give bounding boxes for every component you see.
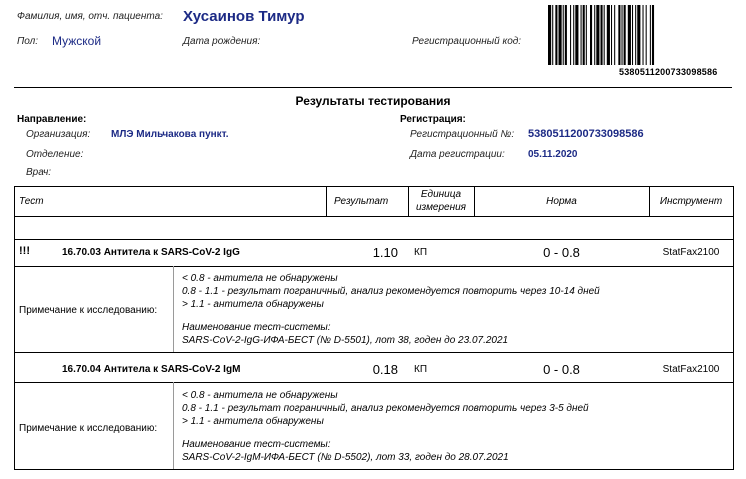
registration-heading: Регистрация: [400, 114, 466, 125]
note-divider [173, 266, 174, 352]
table-right-border [733, 186, 734, 470]
row-separator [14, 352, 733, 353]
test-name-igg: 16.70.03 Антитела к SARS-CoV-2 IgG [62, 247, 240, 258]
test-system-label: Наименование тест-системы: [182, 439, 331, 450]
patient-name: Хусаинов Тимур [183, 8, 305, 25]
doctor-label: Врач: [26, 167, 52, 178]
instrument-igm: StatFax2100 [662, 364, 720, 375]
patient-name-label: Фамилия, имя, отч. пациента: [17, 11, 163, 22]
note-line: > 1.1 - антитела обнаружены [182, 416, 324, 427]
dob-label: Дата рождения: [183, 36, 261, 47]
reg-number-label: Регистрационный №: [410, 129, 515, 140]
result-value-igm: 0.18 [372, 362, 398, 377]
note-line: < 0.8 - антитела не обнаружены [182, 390, 338, 401]
sex-label: Пол: [17, 36, 39, 47]
norm-igm: 0 - 0.8 [543, 362, 580, 377]
note-line: 0.8 - 1.1 - результат пограничный, анализ рекомендуется повторить через 10-14 дней [182, 286, 600, 297]
sex-value: Мужской [52, 34, 102, 48]
test-system-value: SARS-CoV-2-IgG-ИФА-БЕСТ (№ D-5501), лот 38, годен до 23.07.2021 [182, 335, 509, 346]
reg-code-label: Регистрационный код: [412, 36, 522, 47]
barcode-number: 5380511200733098586 [619, 67, 718, 77]
table-left-border [14, 186, 15, 470]
note-line: < 0.8 - антитела не обнаружены [182, 273, 338, 284]
note-divider [173, 382, 174, 470]
col-divider [326, 186, 327, 216]
note-line: 0.8 - 1.1 - результат пограничный, анализ рекомендуется повторить через 3-5 дней [182, 403, 589, 414]
note-line: > 1.1 - антитела обнаружены [182, 299, 324, 310]
result-flag: !!! [19, 245, 30, 257]
unit-igg: КП [414, 247, 428, 258]
page-title: Результаты тестирования [295, 94, 451, 108]
header-separator [14, 87, 732, 88]
department-label: Отделение: [26, 149, 84, 160]
col-header-result: Результат [334, 196, 389, 207]
reg-date-value: 05.11.2020 [528, 149, 578, 160]
note-label: Примечание к исследованию: [19, 423, 158, 434]
direction-heading: Направление: [17, 114, 87, 125]
organization-value: МЛЭ Мильчакова пункт. [111, 129, 229, 140]
table-header-bottom-border [14, 216, 733, 217]
col-header-norm: Норма [546, 196, 577, 207]
unit-igm: КП [414, 364, 428, 375]
col-header-test: Тест [19, 196, 44, 207]
organization-label: Организация: [26, 129, 91, 140]
result-value-igg: 1.10 [372, 245, 398, 260]
note-label: Примечание к исследованию: [19, 305, 158, 316]
barcode [548, 5, 733, 65]
col-header-unit-line2: измерения [415, 202, 467, 213]
col-header-unit: Единица [420, 189, 462, 200]
table-bottom-border [14, 469, 734, 470]
col-header-instrument: Инструмент [659, 196, 723, 207]
test-name-igm: 16.70.04 Антитела к SARS-CoV-2 IgM [62, 364, 241, 375]
reg-date-label: Дата регистрации: [410, 149, 505, 160]
table-top-border [14, 186, 733, 187]
norm-igg: 0 - 0.8 [543, 245, 580, 260]
test-system-value: SARS-CoV-2-IgM-ИФА-БЕСТ (№ D-5502), лот 33, годен до 28.07.2021 [182, 452, 509, 463]
row-separator [14, 266, 733, 267]
test-system-label: Наименование тест-системы: [182, 322, 331, 333]
row-separator [14, 239, 733, 240]
row-separator [14, 382, 733, 383]
reg-number-value: 5380511200733098586 [528, 128, 644, 140]
instrument-igg: StatFax2100 [662, 247, 720, 258]
